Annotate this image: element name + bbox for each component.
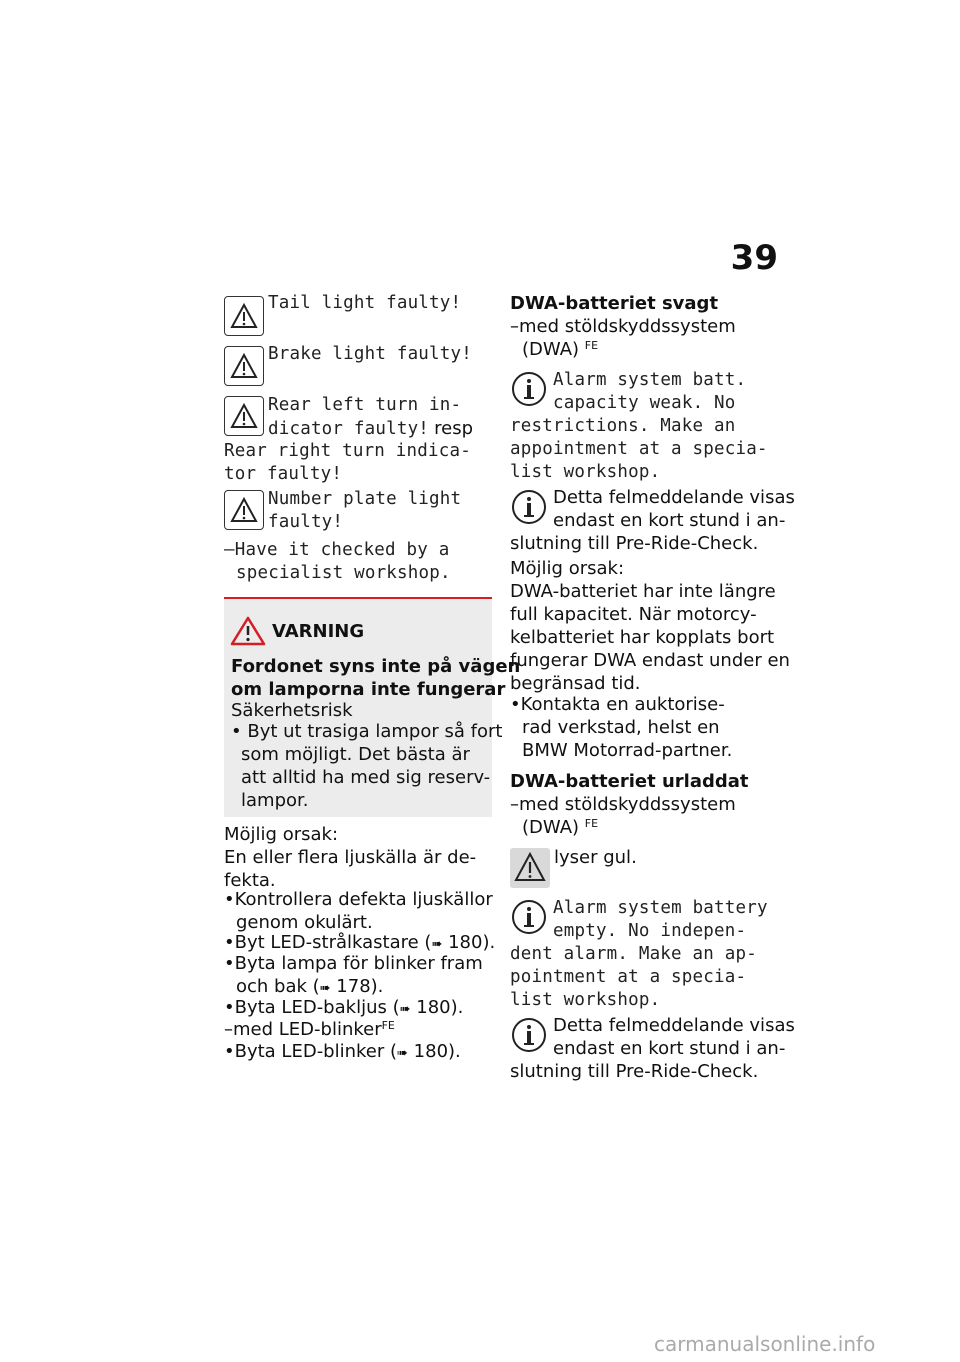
- warning-risk: Säkerhetsrisk: [231, 700, 353, 721]
- brake-light-message: Brake light faulty!: [268, 344, 472, 364]
- cause-line5: begränsad tid.: [510, 673, 641, 694]
- warning-bullet-line2: som möjligt. Det bästa är: [241, 744, 470, 765]
- cause-text-line1: En eller flera ljuskälla är de-: [224, 847, 477, 868]
- page-number: 39: [730, 238, 778, 278]
- bullet-taillight-text: •Byta LED-bakljus (: [224, 997, 400, 1018]
- alarm-empty-line3: dent alarm. Make an ap-: [510, 944, 757, 964]
- with-led-text: –med LED-blinker: [224, 1019, 382, 1040]
- bullet-turn-text: och bak (: [236, 976, 320, 997]
- with-theft2-line2: [522, 816, 598, 839]
- alarm-empty-line4: pointment at a specia-: [510, 967, 747, 987]
- cause-text-line2: fekta.: [224, 870, 276, 891]
- rear-left-message-line1: Rear left turn in-: [268, 395, 462, 415]
- bullet-turn-line1: •Byta lampa för blinker fram: [224, 953, 483, 974]
- page-ref-arrow-icon: ➠: [431, 937, 443, 952]
- cause-line4: fungerar DWA endast under en: [510, 650, 790, 671]
- fe-superscript: FE: [584, 339, 599, 352]
- tail-light-message: Tail light faulty!: [268, 293, 462, 313]
- info-icon: [510, 370, 548, 412]
- possible-cause-heading-right: Möjlig orsak:: [510, 558, 625, 579]
- bullet-headlight-text: •Byt LED-strålkastare (: [224, 932, 432, 953]
- rear-right-message-line1: Rear right turn indica-: [224, 441, 471, 461]
- info-icon: [510, 1016, 548, 1058]
- warning-triangle-icon: [224, 396, 264, 436]
- alarm-empty-line5: list workshop.: [510, 990, 661, 1010]
- possible-cause-heading: Möjlig orsak:: [224, 824, 339, 845]
- bullet-led-blinker-text: •Byta LED-blinker (: [224, 1041, 398, 1062]
- bullet-led-blinker: [224, 1040, 461, 1065]
- page-ref-arrow-icon: ➠: [319, 981, 331, 996]
- rear-right-message-line2: tor faulty!: [224, 464, 343, 484]
- bullet-check-line1: •Kontrollera defekta ljuskällor: [224, 889, 493, 910]
- alarm-weak-line4: appointment at a specia-: [510, 439, 768, 459]
- warning-triangle-icon: [224, 296, 264, 336]
- alarm-weak-line1: Alarm system batt.: [553, 370, 747, 390]
- bullet-headlight-page[interactable]: 180).: [442, 932, 496, 953]
- warning-bullet-line4: lampor.: [241, 790, 309, 811]
- dwa-empty-title: DWA-batteriet urladdat: [510, 771, 749, 792]
- dwa-weak-title: DWA-batteriet svagt: [510, 293, 719, 314]
- bullet-led-blinker-page[interactable]: 180).: [407, 1041, 461, 1062]
- warning-bullet-line1: • Byt ut trasiga lampor så fort: [231, 721, 503, 742]
- fe-superscript: FE: [584, 817, 599, 830]
- warning-label: VARNING: [272, 621, 365, 642]
- msg-line2: endast en kort stund i an-: [553, 510, 786, 531]
- contact-line2: rad verkstad, helst en: [522, 717, 720, 738]
- alarm-weak-line3: restrictions. Make an: [510, 416, 736, 436]
- warning-title-line2: om lamporna inte fungerar: [231, 679, 506, 700]
- have-checked-line1: –Have it checked by a: [224, 540, 450, 560]
- contact-line3: BMW Motorrad-partner.: [522, 740, 733, 761]
- cause-line2: full kapacitet. När motorcy-: [510, 604, 757, 625]
- cause-line1: DWA-batteriet har inte längre: [510, 581, 776, 602]
- dwa-text: (DWA): [522, 817, 580, 838]
- number-plate-message-line1: Number plate light: [268, 489, 462, 509]
- with-led-blinker: [224, 1018, 395, 1041]
- with-theft-line1: –med stöldskyddssystem: [510, 316, 736, 337]
- number-plate-message-line2: faulty!: [268, 512, 344, 532]
- resp-text: resp: [434, 418, 474, 439]
- bullet-turn-page[interactable]: 178).: [330, 976, 384, 997]
- page-ref-arrow-icon: ➠: [397, 1046, 408, 1061]
- with-theft2-line1: –med stöldskyddssystem: [510, 794, 736, 815]
- alarm-weak-line2: capacity weak. No: [553, 393, 736, 413]
- fe-superscript: FE: [381, 1019, 395, 1032]
- footer-watermark[interactable]: carmanualsonline.info: [654, 1332, 876, 1356]
- msg-line3: slutning till Pre-Ride-Check.: [510, 533, 759, 554]
- warning-triangle-icon: [224, 490, 264, 530]
- msg2-line1: Detta felmeddelande visas: [553, 1015, 795, 1036]
- alarm-weak-line5: list workshop.: [510, 462, 661, 482]
- alarm-empty-line1: Alarm system battery: [553, 898, 768, 918]
- lights-yellow-text: lyser gul.: [554, 847, 637, 868]
- warning-triangle-icon: [224, 346, 264, 386]
- cause-line3: kelbatteriet har kopplats bort: [510, 627, 775, 648]
- msg-line1: Detta felmeddelande visas: [553, 487, 795, 508]
- info-icon: [510, 898, 548, 940]
- alarm-empty-line2: empty. No indepen-: [553, 921, 747, 941]
- info-icon: [510, 488, 548, 530]
- bullet-check-line2: genom okulärt.: [236, 912, 373, 933]
- rear-left-message-line2: dicator faulty!: [268, 419, 430, 439]
- warning-title-line1: Fordonet syns inte på vägen: [231, 656, 521, 677]
- page-ref-arrow-icon: ➠: [399, 1002, 411, 1017]
- warning-red-triangle-icon: [230, 616, 266, 650]
- contact-line1: •Kontakta en auktorise-: [510, 694, 725, 715]
- bullet-taillight-page[interactable]: 180).: [410, 997, 464, 1018]
- dwa-text: (DWA): [522, 339, 580, 360]
- warning-bullet-line3: att alltid ha med sig reserv-: [241, 767, 491, 788]
- msg2-line2: endast en kort stund i an-: [553, 1038, 786, 1059]
- yellow-warning-icon: [510, 848, 550, 888]
- with-theft-line2: [522, 338, 598, 361]
- msg2-line3: slutning till Pre-Ride-Check.: [510, 1061, 759, 1082]
- have-checked-line2: specialist workshop.: [236, 563, 451, 583]
